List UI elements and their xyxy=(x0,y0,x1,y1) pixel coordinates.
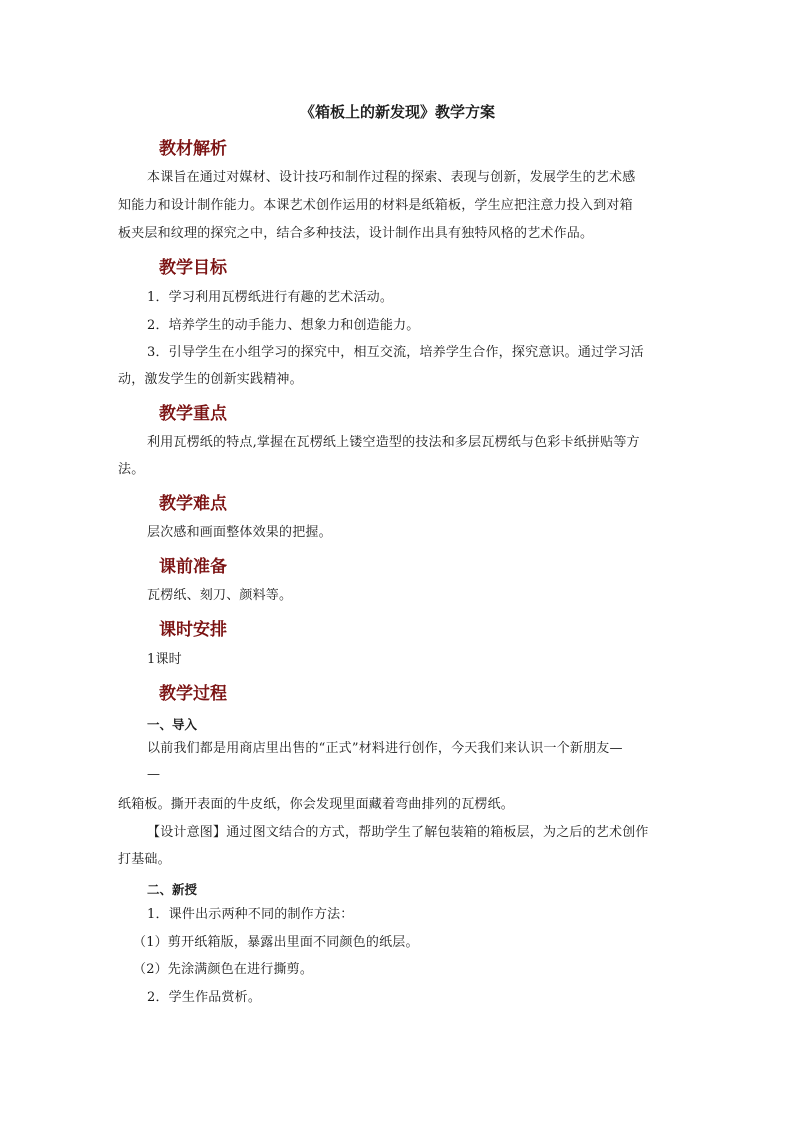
goal-item: 3．引导学生在小组学习的探究中，相互交流，培养学生合作，探究意识。通过学习活 xyxy=(147,345,644,360)
paragraph-line: 板夹层和纹理的探究之中，结合多种技法，设计制作出具有独特风格的艺术作品。 xyxy=(118,226,594,241)
heading-process: 教学过程 xyxy=(159,684,227,704)
heading-schedule: 课时安排 xyxy=(159,620,227,640)
paragraph-line: 纸箱板。撕开表面的牛皮纸，你会发现里面藏着弯曲排列的瓦楞纸。 xyxy=(118,797,515,812)
subheading-new-lesson: 二、新授 xyxy=(147,882,198,897)
subheading-intro: 一、导入 xyxy=(147,717,198,732)
paragraph-line: — xyxy=(147,767,161,782)
heading-key-points: 教学重点 xyxy=(159,404,227,424)
list-item: 2．学生作品赏析。 xyxy=(147,990,262,1005)
paragraph-line: 知能力和设计制作能力。本课艺术创作运用的材料是纸箱板，学生应把注意力投入到对箱 xyxy=(118,198,633,213)
goal-item: 2．培养学生的动手能力、想象力和创造能力。 xyxy=(147,318,420,333)
paragraph-line: 瓦楞纸、刻刀、颜料等。 xyxy=(147,588,293,603)
goal-item: 1．学习利用瓦楞纸进行有趣的艺术活动。 xyxy=(147,290,394,305)
page-title: 《箱板上的新发现》教学方案 xyxy=(300,103,496,121)
goal-item-continued: 动，激发学生的创新实践精神。 xyxy=(118,372,303,387)
list-item: （1）剪开纸箱版，暴露出里面不同颜色的纸层。 xyxy=(133,935,419,950)
paragraph-line: 层次感和画面整体效果的把握。 xyxy=(147,525,332,540)
design-intent: 【设计意图】通过图文结合的方式，帮助学生了解包装箱的箱板层，为之后的艺术创作 xyxy=(147,825,649,840)
heading-teaching-goals: 教学目标 xyxy=(159,258,227,278)
paragraph-line: 以前我们都是用商店里出售的“正式”材料进行创作，今天我们来认识一个新朋友— xyxy=(147,741,623,756)
heading-preparation: 课前准备 xyxy=(159,557,227,577)
heading-difficult-points: 教学难点 xyxy=(159,494,227,514)
list-item: （2）先涂满颜色在进行撕剪。 xyxy=(133,962,314,977)
paragraph-line: 1课时 xyxy=(147,652,182,667)
design-intent-continued: 打基础。 xyxy=(118,852,171,867)
heading-textbook-analysis: 教材解析 xyxy=(159,139,227,159)
paragraph-line: 法。 xyxy=(118,462,145,477)
list-item: 1．课件出示两种不同的制作方法： xyxy=(147,907,354,922)
paragraph-line: 本课旨在通过对媒材、设计技巧和制作过程的探索、表现与创新，发展学生的艺术感 xyxy=(147,170,636,185)
paragraph-line: 利用瓦楞纸的特点,掌握在瓦楞纸上镂空造型的技法和多层瓦楞纸与色彩卡纸拼贴等方 xyxy=(147,435,640,450)
